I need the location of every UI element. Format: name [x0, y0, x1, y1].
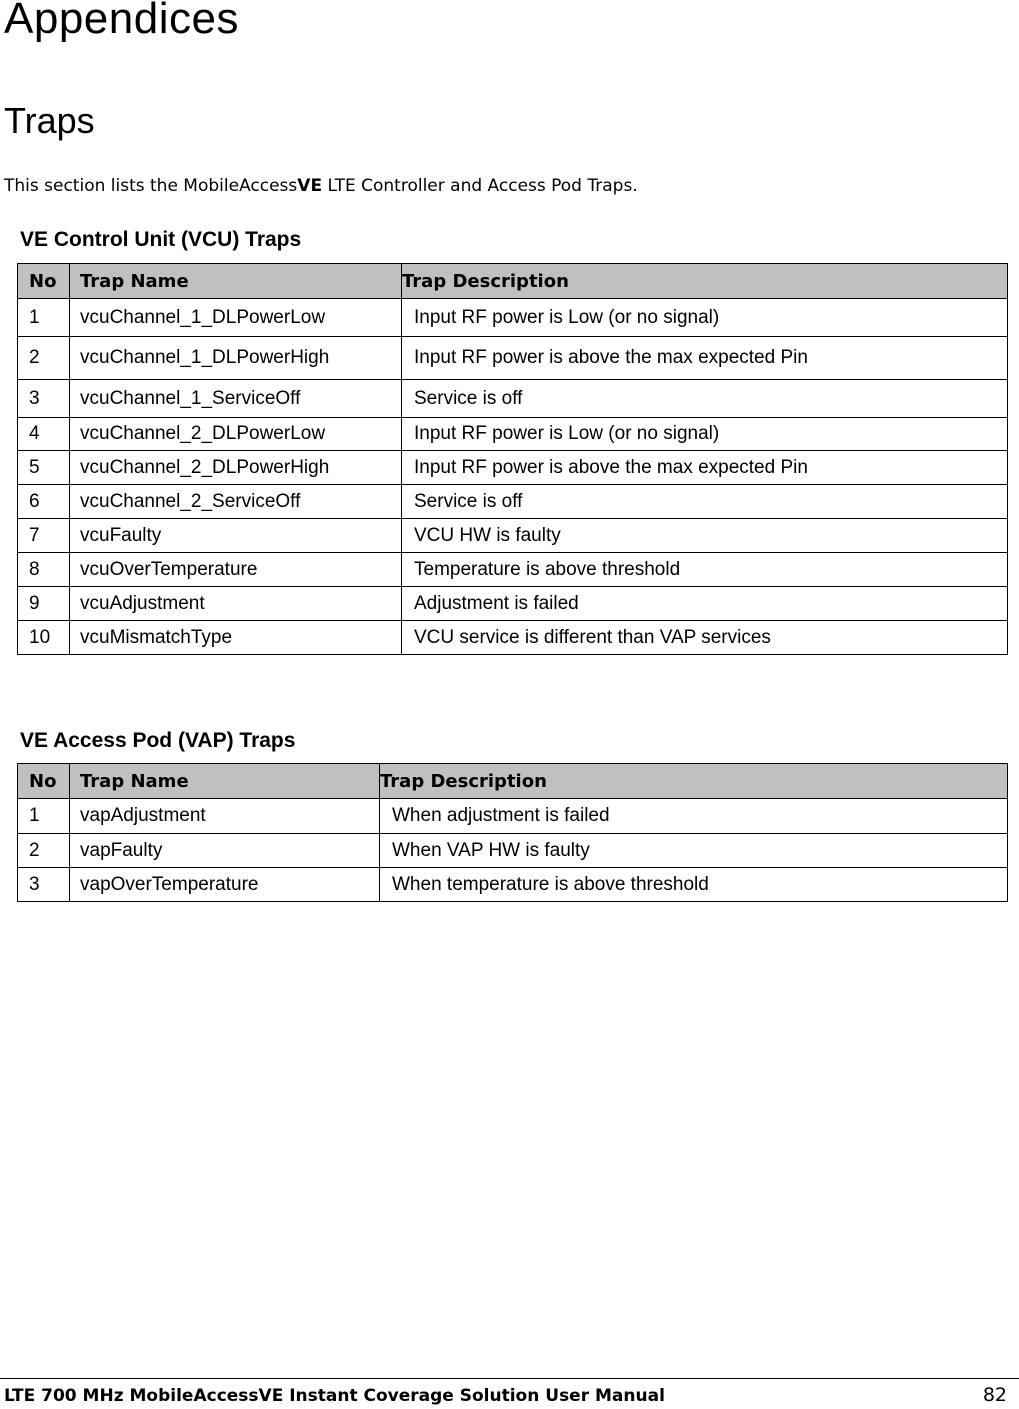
table-row	[18, 553, 1008, 587]
cell-trap-name: vcuChannel_2_ServiceOff	[70, 485, 402, 519]
table-row	[18, 485, 1008, 519]
intro-text	[4, 176, 638, 196]
cell-no: 7	[18, 519, 70, 553]
cell-no: 3	[18, 868, 70, 902]
cell-no: 3	[18, 380, 70, 418]
header-no: No	[18, 264, 70, 299]
section-title: Traps	[4, 100, 95, 141]
cell-trap-description: When VAP HW is faulty	[380, 834, 1008, 868]
cell-no: 1	[18, 799, 70, 834]
table-row	[18, 621, 1008, 655]
cell-no: 8	[18, 553, 70, 587]
cell-trap-name: vapFaulty	[70, 834, 380, 868]
cell-trap-description: Service is off	[402, 485, 1008, 519]
cell-trap-name: vcuChannel_1_DLPowerLow	[70, 299, 402, 337]
table-row	[18, 451, 1008, 485]
table-row	[18, 418, 1008, 451]
cell-trap-description: Temperature is above threshold	[402, 553, 1008, 587]
vcu-table-caption: VE Control Unit (VCU) Traps	[20, 228, 302, 251]
header-no: No	[18, 764, 70, 799]
table-row	[18, 519, 1008, 553]
cell-trap-name: vcuChannel_1_DLPowerHigh	[70, 337, 402, 380]
vcu-traps-table	[17, 263, 1008, 655]
table-row	[18, 799, 1008, 834]
intro-text-end: LTE Controller and Access Pod Traps.	[322, 176, 638, 196]
cell-trap-description: VCU HW is faulty	[402, 519, 1008, 553]
header-trap-description: Trap Description	[402, 264, 1008, 299]
cell-trap-description: Service is off	[402, 380, 1008, 418]
table-row	[18, 299, 1008, 337]
intro-text-start: This section lists the MobileAccess	[4, 176, 298, 196]
cell-trap-description: Adjustment is failed	[402, 587, 1008, 621]
cell-trap-name: vcuFaulty	[70, 519, 402, 553]
cell-trap-description: VCU service is different than VAP services	[402, 621, 1008, 655]
footer-divider	[0, 1378, 1019, 1379]
vap-table-caption: VE Access Pod (VAP) Traps	[20, 729, 296, 752]
intro-text-bold: VE	[297, 176, 323, 196]
cell-trap-name: vcuAdjustment	[70, 587, 402, 621]
table-row	[18, 834, 1008, 868]
footer-title: LTE 700 MHz MobileAccessVE Instant Coverage Solution User Manual	[4, 1386, 665, 1406]
header-trap-description: Trap Description	[380, 764, 1008, 799]
cell-no: 1	[18, 299, 70, 337]
header-trap-name: Trap Name	[70, 264, 402, 299]
header-trap-name: Trap Name	[70, 764, 380, 799]
cell-no: 6	[18, 485, 70, 519]
cell-trap-name: vapAdjustment	[70, 799, 380, 834]
cell-trap-description: When adjustment is failed	[380, 799, 1008, 834]
cell-trap-name: vcuChannel_2_DLPowerHigh	[70, 451, 402, 485]
cell-trap-name: vcuChannel_2_DLPowerLow	[70, 418, 402, 451]
cell-trap-name: vcuChannel_1_ServiceOff	[70, 380, 402, 418]
cell-no: 5	[18, 451, 70, 485]
table-header-row	[18, 764, 1008, 799]
cell-trap-description: Input RF power is Low (or no signal)	[402, 418, 1008, 451]
table-row	[18, 337, 1008, 380]
page-heading: Appendices	[4, 0, 239, 43]
cell-no: 4	[18, 418, 70, 451]
table-row	[18, 587, 1008, 621]
page-number: 82	[982, 1384, 1007, 1406]
cell-trap-name: vcuMismatchType	[70, 621, 402, 655]
cell-trap-description: Input RF power is above the max expected Pin	[402, 337, 1008, 380]
cell-trap-description: Input RF power is Low (or no signal)	[402, 299, 1008, 337]
cell-trap-name: vapOverTemperature	[70, 868, 380, 902]
cell-no: 2	[18, 834, 70, 868]
cell-trap-description: When temperature is above threshold	[380, 868, 1008, 902]
cell-no: 2	[18, 337, 70, 380]
table-row	[18, 868, 1008, 902]
cell-no: 10	[18, 621, 70, 655]
table-header-row	[18, 264, 1008, 299]
vap-traps-table	[17, 763, 1008, 902]
cell-trap-name: vcuOverTemperature	[70, 553, 402, 587]
cell-no: 9	[18, 587, 70, 621]
table-row	[18, 380, 1008, 418]
cell-trap-description: Input RF power is above the max expected Pin	[402, 451, 1008, 485]
